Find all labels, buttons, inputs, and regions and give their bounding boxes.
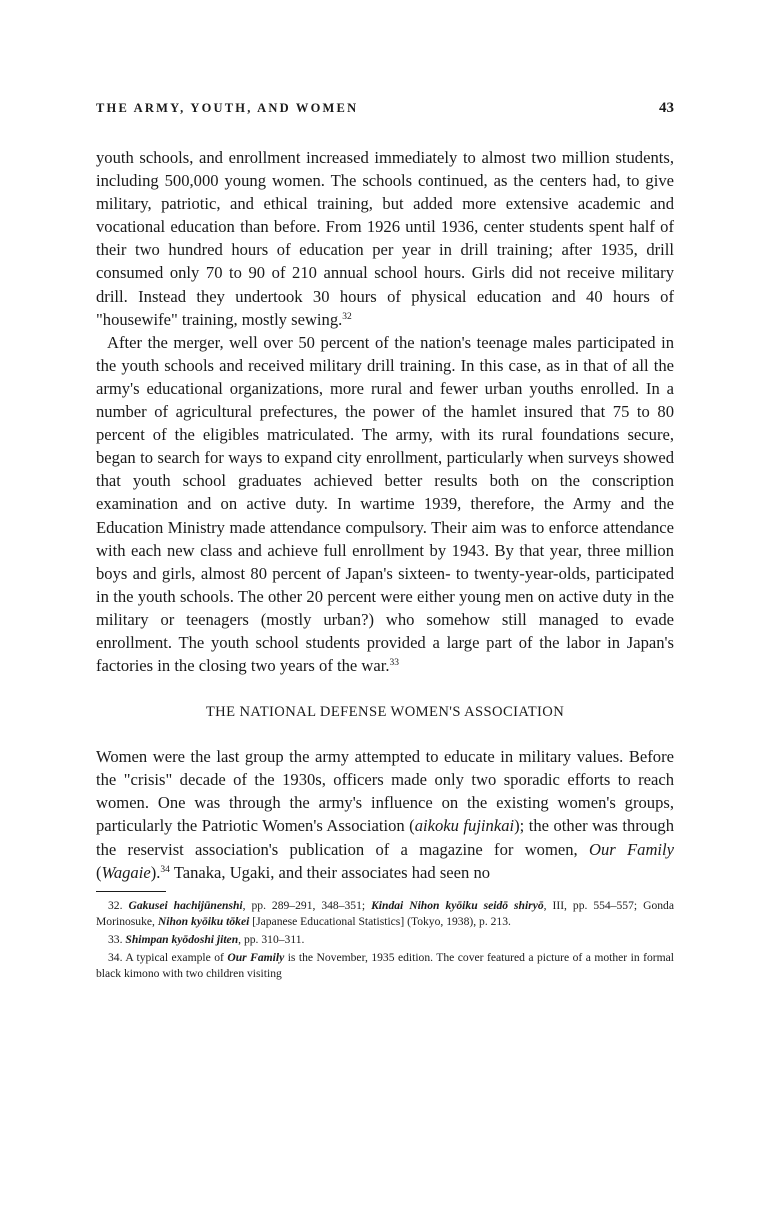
footnote-text: [Japanese Educational Statistics] (Tokyo, 1938), p. 213. — [249, 915, 511, 929]
footnote-citation: Kindai Nihon kyōiku seidō shiryō — [371, 898, 544, 912]
paragraph-text: ); the other was through the reservist association's publication of a magazine for women, — [96, 816, 674, 859]
footnote-33 — [96, 932, 674, 949]
paragraph-text: youth schools, and enrollment increased immediately to almost two million students, including 500,000 young women. The schools continued, as the centers had, to give military, patriotic, and ethical training, but added more extensive academic and vocational education than before. From 1926 until 1936, center students spent half of their two hundred hours of education per year in drill training; after 1935, drill consumed only 70 to 90 of 210 annual school hours. Girls did not receive military drill. Instead they undertook 30 hours of physical education and 40 hours of "housewife" training, mostly sewing. — [96, 148, 674, 329]
footnote-number: 32. — [108, 898, 123, 912]
paragraph — [96, 745, 674, 884]
footnote-number: 33. — [108, 932, 123, 946]
paragraph-text: Women were the last group the army attempted to educate in military values. Before the "crisis" decade of the 1930s, officers made only two sporadic efforts to reach women. One was through the army's influence on the existing women's groups, particularly the Patriotic Women's Association ( — [96, 747, 674, 836]
footnote-ref: 34 — [160, 864, 170, 875]
footnote-citation: Nihon kyōiku tōkei — [157, 915, 250, 929]
italic-title: Wagaie — [101, 862, 151, 882]
footnote-text: , pp. 310–311. — [238, 932, 305, 946]
running-title: THE ARMY, YOUTH, AND WOMEN — [96, 101, 359, 115]
footnote-citation: Our Family — [227, 950, 285, 964]
paragraph-text: ). — [150, 862, 161, 882]
book-page — [96, 100, 674, 984]
footnote-citation: Gakusei hachijūnenshi — [128, 898, 243, 912]
section-heading: THE NATIONAL DEFENSE WOMEN'S ASSOCIATION — [205, 704, 565, 721]
italic-term: aikoku fujinkai — [414, 816, 515, 836]
page-number: 43 — [659, 100, 674, 116]
footnotes — [96, 898, 674, 983]
footnote-citation: Shimpan kyōdoshi jiten — [125, 932, 239, 946]
footnote-ref: 33 — [389, 658, 400, 669]
footnote-text: A typical example of — [125, 950, 228, 964]
paragraph — [96, 331, 674, 677]
paragraph-text: After the merger, well over 50 percent of the nation's teenage males participated in the youth schools and received military drill training. In this case, as in that of all the army's educational organizations, more rural and fewer urban youths enrolled. In a number of agricultural prefectures, the power of the hamlet insured that 75 to 80 percent of the eligibles matriculated. The army, with its rural foundations secure, began to search for ways to expand city enrollment, particularly when surveys showed that youth school graduates achieved better results both on the conscription examination and on active duty. In wartime 1939, therefore, the Army and the Education Ministry made attendance compulsory. Their aim was to enforce attendance with each new class and achieve full enrollment by 1943. By that year, three million boys and girls, almost 80 percent of Japan's sixteen- to twenty-year-olds, participated in the youth schools. The other 20 percent were either young men on active duty in the military or teenagers (mostly urban?) who somehow still managed to evade enrollment. The youth school students provided a large part of the labor in Japan's factories in the closing two years of the war. — [96, 332, 674, 676]
footnote-34 — [96, 950, 674, 983]
italic-title: Our Family — [588, 839, 675, 859]
paragraph-text: ( — [96, 862, 102, 882]
paragraph — [96, 146, 674, 331]
paragraph-text: Tanaka, Ugaki, and their associates had seen no — [169, 862, 491, 882]
footnote-number: 34. — [108, 950, 123, 964]
footnote-text: , pp. 289–291, 348–351; — [242, 898, 372, 912]
footnote-text: , III, pp. 554–557; Gonda Morinosuke, — [96, 898, 674, 929]
body-text — [96, 146, 674, 884]
footnote-rule — [96, 891, 166, 892]
footnote-32 — [96, 898, 674, 931]
footnote-text: is the November, 1935 edition. The cover featured a picture of a mother in formal black kimono with two children visiting — [96, 950, 674, 981]
running-header — [96, 100, 674, 122]
footnote-ref: 32 — [342, 311, 352, 322]
